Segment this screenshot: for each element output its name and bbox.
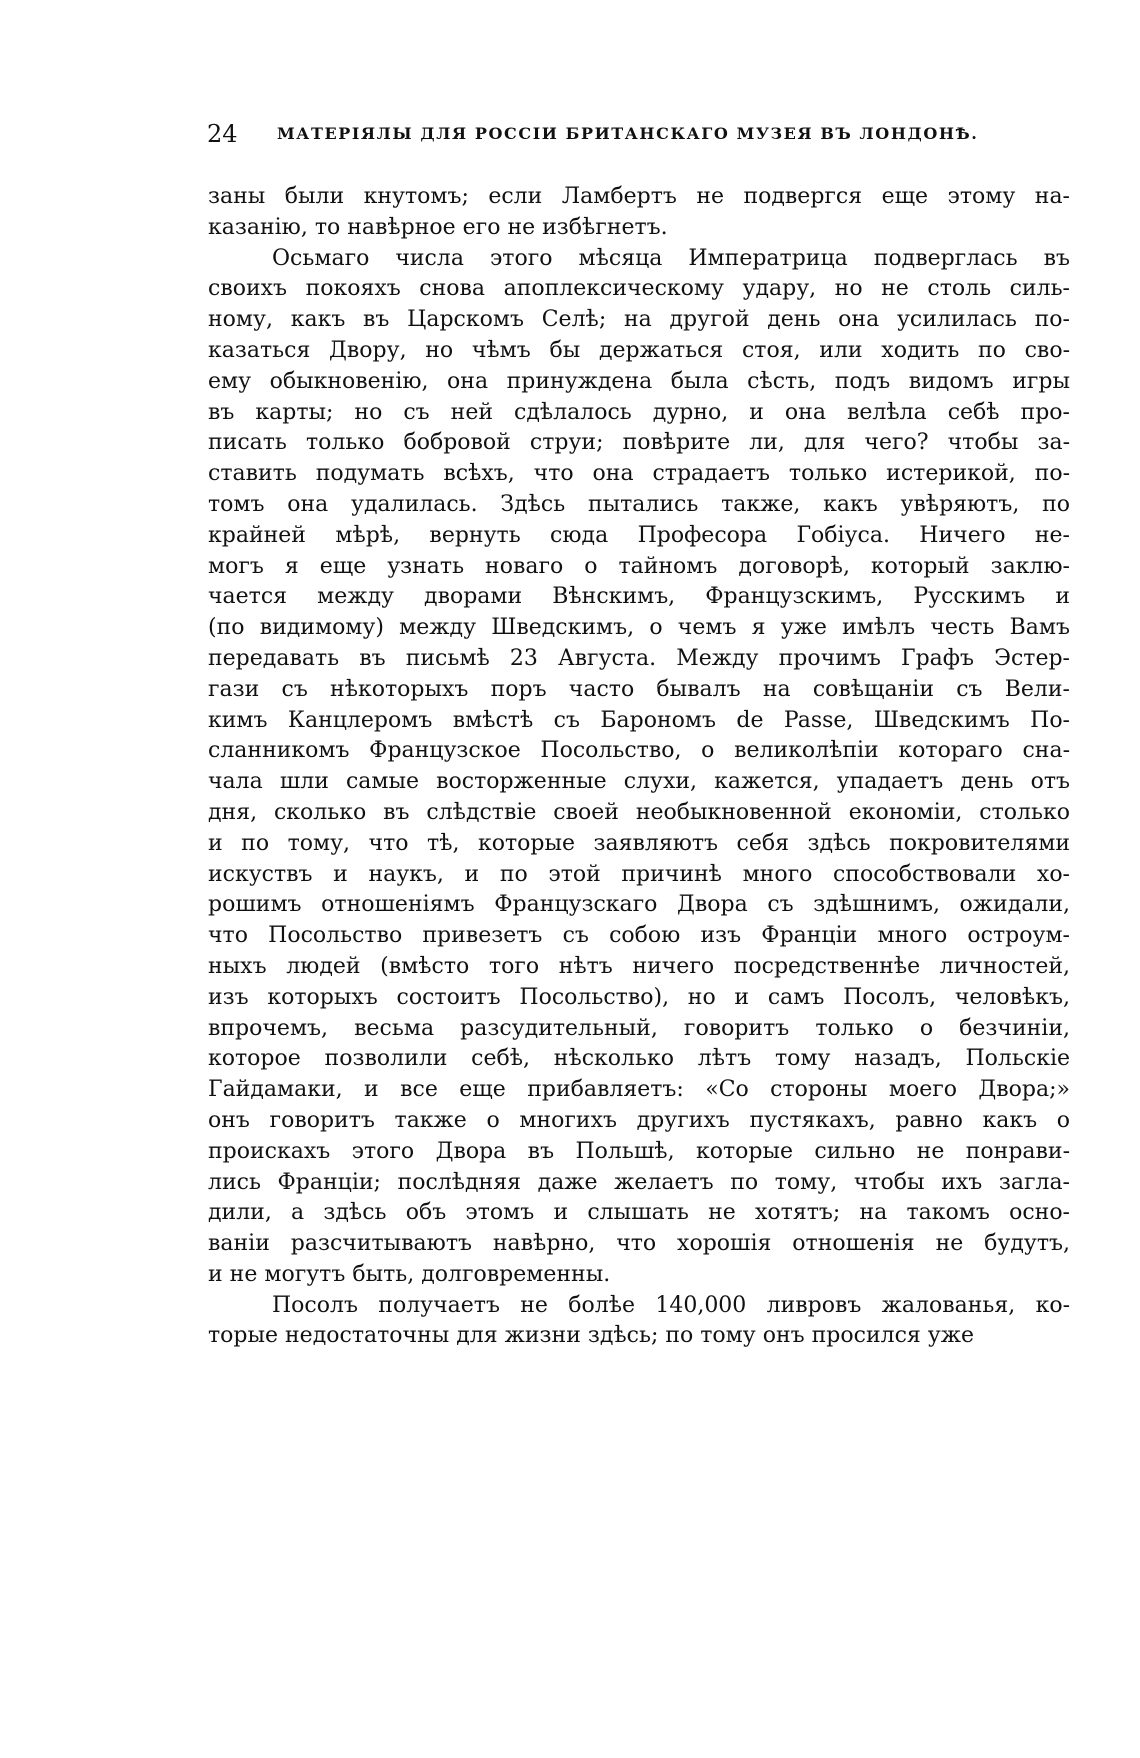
body-text xyxy=(208,182,1070,1352)
text-line: впрочемъ, весьма разсудительный, говоритъ только о безчиніи, xyxy=(208,1015,1070,1041)
text-line: искуствъ и наукъ, и по этой причинѣ много способствовали хо- xyxy=(208,861,1070,887)
text-line: и по тому, что тѣ, которые заявляютъ себя здѣсь покровителями xyxy=(208,830,1070,856)
page-number: 24 xyxy=(207,120,238,148)
text-line: казаться Двору, но чѣмъ бы держаться стоя, или ходить по сво- xyxy=(208,337,1070,363)
text-line: кимъ Канцлеромъ вмѣстѣ съ Барономъ de Passe, Шведскимъ По- xyxy=(208,707,1070,733)
text-line: крайней мѣрѣ, вернуть сюда Професора Гобіуса. Ничего не- xyxy=(208,522,1070,548)
text-line: чала шли самые восторженные слухи, кажется, упадаетъ день отъ xyxy=(208,769,1070,795)
text-line: дили, а здѣсь объ этомъ и слышать не хотятъ; на такомъ осно- xyxy=(208,1200,1070,1226)
text-line: писать только бобровой струи; повѣрите ли, для чего? чтобы за- xyxy=(208,430,1070,456)
page-header xyxy=(207,117,987,151)
text-line: проискахъ этого Двора въ Польшѣ, которые сильно не понрави- xyxy=(208,1138,1070,1164)
paragraph xyxy=(208,1291,1070,1353)
text-line: дня, сколько въ слѣдствіе своей необыкновенной економіи, столько xyxy=(208,799,1070,825)
paragraph xyxy=(208,244,1070,1291)
text-line: своихъ покояхъ снова апоплексическому удару, но не столь силь- xyxy=(208,276,1070,302)
text-line: въ карты; но съ ней сдѣлалось дурно, и она велѣла себѣ про- xyxy=(208,399,1070,425)
text-line: ваніи разсчитываютъ навѣрно, что хорошія отношенія не будутъ, xyxy=(208,1231,1070,1257)
text-line: торые недостаточны для жизни здѣсь; по тому онъ просился уже xyxy=(208,1323,974,1349)
text-line: изъ которыхъ состоитъ Посольство), но и самъ Посолъ, человѣкъ, xyxy=(208,984,1070,1010)
text-line: рошимъ отношеніямъ Французскаго Двора съ здѣшнимъ, ожидали, xyxy=(208,892,1070,918)
text-line: и не могутъ быть, долговременны. xyxy=(208,1261,611,1287)
text-line: что Посольство привезетъ съ собою изъ Франціи много остроум- xyxy=(208,923,1070,949)
text-line: которое позволили себѣ, нѣсколько лѣтъ тому назадъ, Польскіе xyxy=(208,1046,1070,1072)
text-line: (по видимому) между Шведскимъ, о чемъ я уже имѣлъ честь Вамъ xyxy=(208,615,1070,641)
text-line: гази съ нѣкоторыхъ поръ часто бывалъ на совѣщаніи съ Вели- xyxy=(208,676,1070,702)
text-line: Гайдамаки, и все еще прибавляетъ: «Со стороны моего Двора;» xyxy=(208,1077,1070,1103)
text-line: ныхъ людей (вмѣсто того нѣтъ ничего посредственнѣе личностей, xyxy=(208,953,1070,979)
paragraph xyxy=(208,182,1070,244)
text-line: сланникомъ Французское Посольство, о великолѣпіи котораго сна- xyxy=(208,738,1070,764)
text-line: казанію, то навѣрное его не избѣгнетъ. xyxy=(208,214,668,240)
text-line: лись Франціи; послѣдняя даже желаетъ по тому, чтобы ихъ загла- xyxy=(208,1169,1070,1195)
text-line: ему обыкновенію, она принуждена была сѣсть, подъ видомъ игры xyxy=(208,368,1070,394)
running-title: МАТЕРІЯЛЫ ДЛЯ РОССІИ БРИТАНСКАГО МУЗЕЯ ВЪ ЛОНДОНѢ. xyxy=(277,124,979,143)
text-line: передавать въ письмѣ 23 Августа. Между прочимъ Графъ Эстер- xyxy=(208,645,1070,671)
text-line: томъ она удалилась. Здѣсь пытались также, какъ увѣряютъ, по xyxy=(208,491,1070,517)
text-line: онъ говоритъ также о многихъ другихъ пустякахъ, равно какъ о xyxy=(208,1107,1070,1133)
text-line: чается между дворами Вѣнскимъ, Французскимъ, Русскимъ и xyxy=(208,584,1070,610)
text-line: ному, какъ въ Царскомъ Селѣ; на другой день она усилилась по- xyxy=(208,307,1070,333)
text-line: могъ я еще узнать новаго о тайномъ договорѣ, который заклю- xyxy=(208,553,1070,579)
text-line: Посолъ получаетъ не болѣе 140,000 ливровъ жалованья, ко- xyxy=(272,1292,1070,1318)
text-line: заны были кнутомъ; если Ламбертъ не подвергся еще этому на- xyxy=(208,184,1070,209)
text-line: ставить подумать всѣхъ, что она страдаетъ только истерикой, по- xyxy=(208,461,1070,487)
text-line: Осьмаго числа этого мѣсяца Императрица подверглась въ xyxy=(272,245,1070,271)
